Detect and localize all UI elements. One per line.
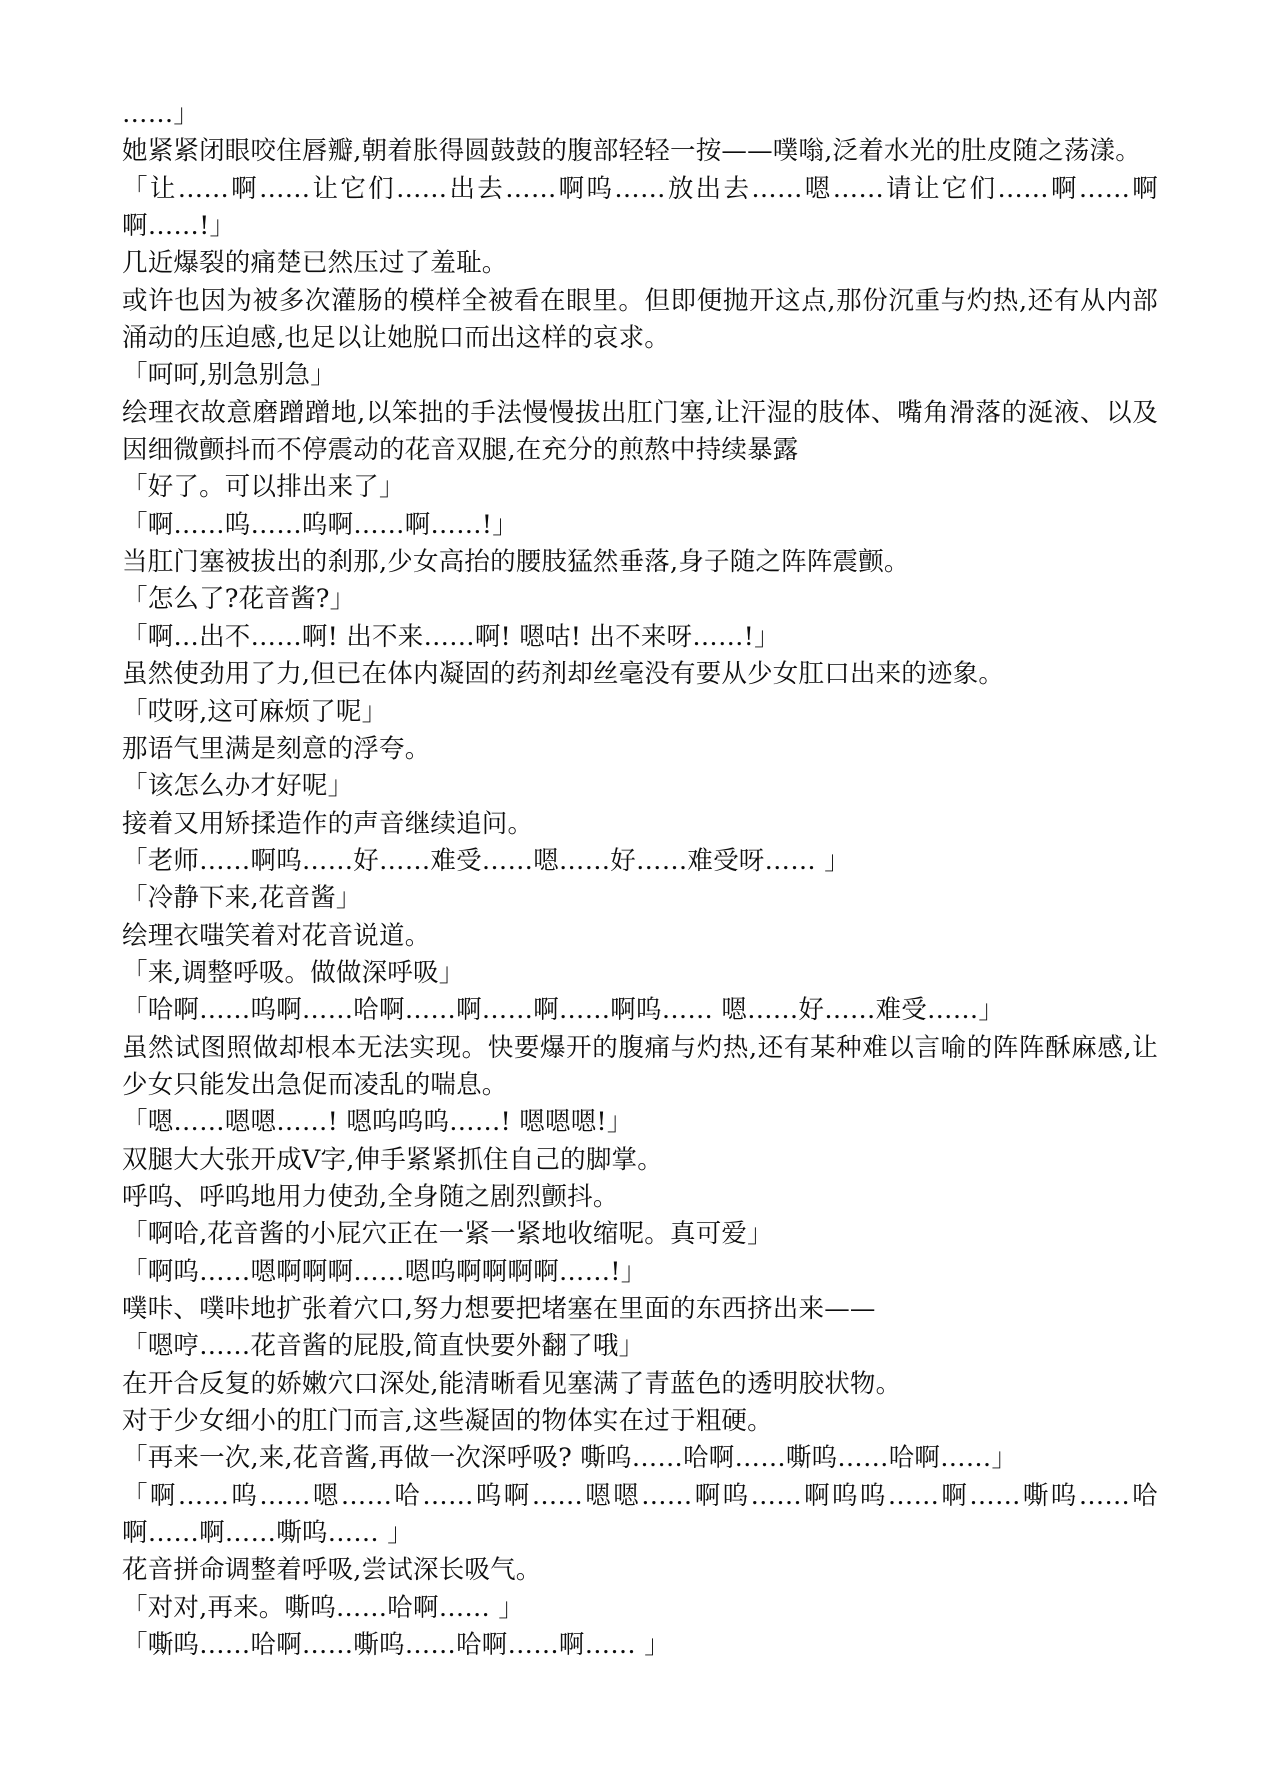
paragraph: 呼呜、呼呜地用力使劲,全身随之剧烈颤抖。	[122, 1181, 619, 1212]
paragraph: 绘理衣嗤笑着对花音说道。	[122, 920, 431, 951]
paragraph: 在开合反复的娇嫩穴口深处,能清晰看见塞满了青蓝色的透明胶状物。	[122, 1368, 902, 1399]
paragraph: 「啊……呜……呜啊……啊……!」	[122, 509, 518, 540]
paragraph: 花音拼命调整着呼吸,尝试深长吸气。	[122, 1555, 542, 1586]
paragraph: 她紧紧闭眼咬住唇瓣,朝着胀得圆鼓鼓的腹部轻轻一按——噗嗡,泛着水光的肚皮随之荡漾。	[122, 136, 1141, 167]
paragraph: 「让……啊……让它们……出去……啊呜……放出去……嗯……请让它们……啊……啊啊……!」	[122, 173, 1158, 242]
paragraph: 「好了。可以排出来了」	[122, 472, 405, 503]
paragraph: 当肛门塞被拔出的刹那,少女高抬的腰肢猛然垂落,身子随之阵阵震颤。	[122, 547, 910, 578]
paragraph: ……」	[122, 99, 200, 129]
paragraph: 「呵呵,别急别急」	[122, 360, 336, 391]
paragraph: 「冷静下来,花音酱」	[122, 883, 362, 914]
paragraph: 噗咔、噗咔地扩张着穴口,努力想要把堵塞在里面的东西挤出来——	[122, 1294, 876, 1324]
paragraph: 对于少女细小的肛门而言,这些凝固的物体实在过于粗硬。	[122, 1406, 773, 1437]
paragraph: 「嗯哼……花音酱的屁股,简直快要外翻了哦」	[122, 1331, 645, 1362]
paragraph: 「啊哈,花音酱的小屁穴正在一紧一紧地收缩呢。真可爱」	[122, 1219, 773, 1250]
paragraph: 接着又用矫揉造作的声音继续追问。	[122, 808, 534, 839]
paragraph: 或许也因为被多次灌肠的模样全被看在眼里。但即便抛开这点,那份沉重与灼热,还有从内部涌动的压迫感,也足以让她脱口而出这样的哀求。	[122, 285, 1158, 354]
paragraph: 「对对,再来。嘶呜……哈啊…… 」	[122, 1592, 525, 1623]
paragraph: 绘理衣故意磨蹭蹭地,以笨拙的手法慢慢拔出肛门塞,让汗湿的肢体、嘴角滑落的涎液、以及因细微颤抖而不停震动的花音双腿,在充分的煎熬中持续暴露	[122, 397, 1158, 466]
paragraph: 「嘶呜……哈啊……嘶呜……哈啊……啊…… 」	[122, 1630, 671, 1661]
paragraph: 虽然使劲用了力,但已在体内凝固的药剂却丝毫没有要从少女肛口出来的迹象。	[122, 659, 1005, 690]
paragraph: 「怎么了?花音酱?」	[122, 584, 356, 615]
paragraph: 几近爆裂的痛楚已然压过了羞耻。	[122, 248, 508, 279]
paragraph: 「该怎么办才好呢」	[122, 771, 354, 802]
paragraph: 那语气里满是刻意的浮夸。	[122, 733, 431, 764]
paragraph: 虽然试图照做却根本无法实现。快要爆开的腹痛与灼热,还有某种难以言喻的阵阵酥麻感,让少女只能发出急促而凌乱的喘息。	[122, 1032, 1158, 1100]
paragraph: 「老师……啊呜……好……难受……嗯……好……难受呀…… 」	[122, 845, 850, 876]
paragraph: 「嗯……嗯嗯……! 嗯呜呜呜……! 嗯嗯嗯!」	[122, 1107, 633, 1138]
paragraph: 双腿大大张开成V字,伸手紧紧抓住自己的脚掌。	[122, 1144, 663, 1175]
paragraph: 「来,调整呼吸。做做深呼吸」	[122, 957, 465, 988]
paragraph: 「啊呜……嗯啊啊啊……嗯呜啊啊啊啊……!」	[122, 1256, 647, 1287]
paragraph: 「啊…出不……啊! 出不来……啊! 嗯咕! 出不来呀……!」	[122, 621, 780, 652]
paragraph: 「哎呀,这可麻烦了呢」	[122, 696, 388, 727]
paragraph: 「再来一次,来,花音酱,再做一次深呼吸? 嘶呜……哈啊……嘶呜……哈啊……」	[122, 1443, 1018, 1474]
paragraph: 「哈啊……呜啊……哈啊……啊……啊……啊呜…… 嗯……好……难受……」	[122, 995, 1005, 1026]
page-body	[122, 96, 1158, 1664]
paragraph: 「啊……呜……嗯……哈……呜啊……嗯嗯……啊呜……啊呜呜……啊……嘶呜……哈啊……啊……嘶呜…… 」	[122, 1480, 1158, 1549]
